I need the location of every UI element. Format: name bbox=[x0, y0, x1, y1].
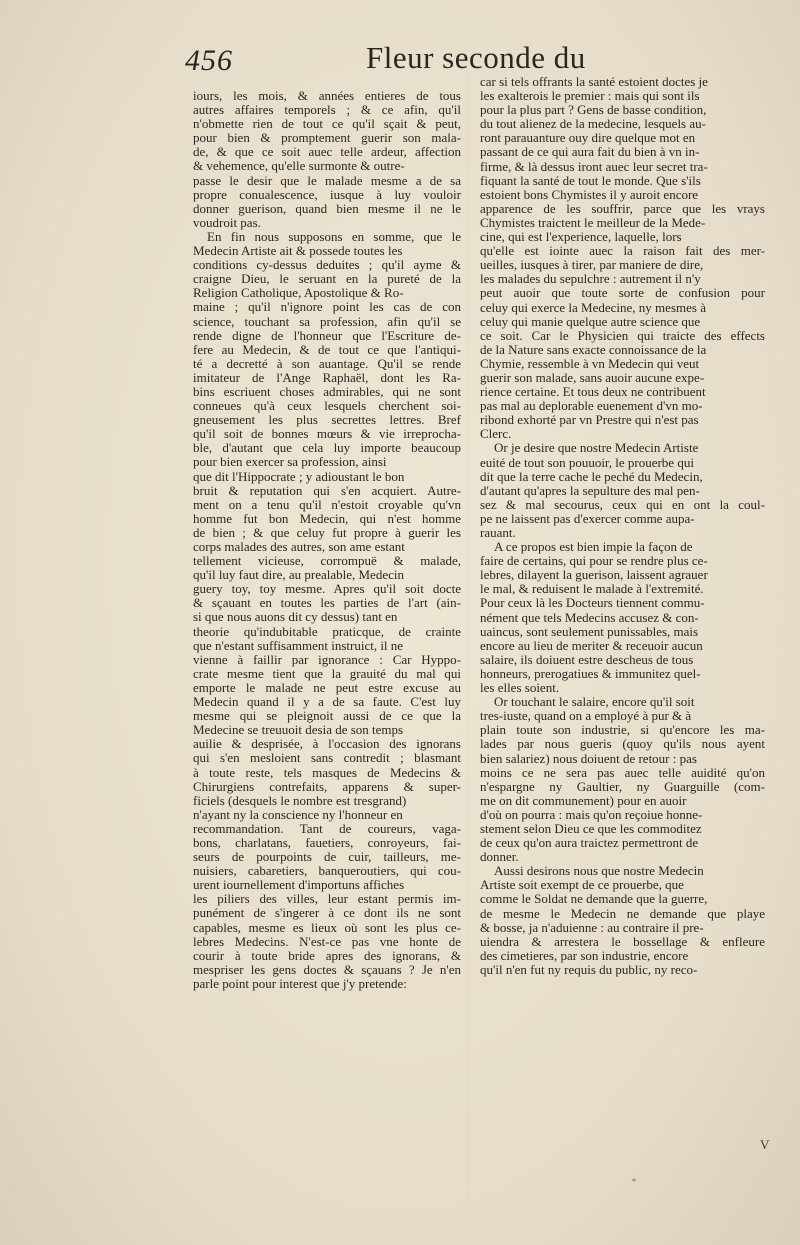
text-line: les malades du sepulchre : autrement il n'y bbox=[480, 272, 701, 287]
text-line: craigne Dieu, le seruant en la pureté de la bbox=[193, 272, 461, 287]
text-line: maine ; qu'il n'ignore point les cas de con bbox=[193, 300, 461, 315]
text-line: gneusement les plus secrettes lettres. Bref bbox=[193, 413, 461, 428]
text-line: ce soit. Car le Physicien qui traicte des effects bbox=[480, 328, 765, 343]
text-line: guery toy, toy mesme. Apres qu'il soit docte bbox=[193, 582, 461, 597]
text-line: apparence de les souffrir, parce que les vrays bbox=[480, 201, 765, 216]
text-line: En fin nous supposons en somme, que le bbox=[207, 229, 461, 244]
text-line: nément que tels Medecins accusez & con- bbox=[480, 610, 699, 625]
text-line: ront parauanture ouy dire quelque mot en bbox=[480, 131, 696, 146]
text-line: emporte le malade ne peut estre excuse au bbox=[193, 680, 461, 695]
text-line: lebres, dilayent la guerison, laissent agrauer bbox=[480, 568, 708, 583]
text-line: qu'il luy faut dire, au prealable, Medecin bbox=[193, 568, 404, 583]
text-line: des cimetieres, par son industrie, encore bbox=[480, 948, 689, 963]
text-line: qui s'en mesloient sans contredit ; blasmant bbox=[193, 751, 461, 766]
text-line: pe ne laissent pas d'exercer comme aupa- bbox=[480, 511, 695, 526]
text-line: d'autant qu'apres la sepulture des mal pen- bbox=[480, 483, 700, 498]
text-line: uiendra & arrestera le bossellage & enfleure bbox=[480, 934, 765, 949]
text-line: de, & que ce soit auec telle ardeur, affection bbox=[193, 145, 461, 160]
text-line: que n'estant suffisamment instruict, il ne bbox=[193, 638, 404, 653]
text-line: ficiels (desquels le nombre est tresgrand) bbox=[193, 793, 407, 808]
text-line: Pour ceux là les Docteurs tiennent commu- bbox=[480, 596, 705, 611]
text-line: de mesme le Medecin ne demande que playe bbox=[480, 906, 765, 921]
left-text-column bbox=[193, 89, 461, 991]
text-line: Clerc. bbox=[480, 427, 512, 442]
right-text-column bbox=[480, 75, 765, 977]
text-line: donner. bbox=[480, 850, 519, 865]
text-line: ble, d'autant que cela luy importe beaucoup bbox=[193, 441, 461, 456]
text-line: propre conualescence, iusque à luy vouloir bbox=[193, 187, 461, 202]
text-line: A ce propos est bien impie la façon de bbox=[494, 540, 693, 555]
text-line: té a decretté à son auantage. Qu'il se rende bbox=[193, 356, 461, 371]
text-line: bins escriuent choses admirables, qui ne sont bbox=[193, 384, 461, 399]
text-line: n'obmette rien de tout ce qu'il sçait & peut, bbox=[193, 117, 461, 132]
text-line: me on dit communement) pour en auoir bbox=[480, 793, 687, 808]
text-line: peut auoir que toute sorte de confusion pour bbox=[480, 286, 765, 301]
text-line: vienne à faillir par ignorance : Car Hyppo- bbox=[193, 652, 461, 667]
running-head: Fleur seconde du bbox=[366, 40, 586, 75]
text-line: de bien ; & que celuy fut propre à guerir les bbox=[193, 525, 461, 540]
text-line: d'où on pourra : mais qu'on reçoiue honne- bbox=[480, 807, 703, 822]
text-line: parle point pour interest que j'y pretende: bbox=[193, 976, 407, 991]
text-line: les elles soient. bbox=[480, 681, 560, 696]
text-line: rience certaine. Et tous deux ne contribuent bbox=[480, 385, 706, 400]
text-line: pour bien & promptement guerir son mala- bbox=[193, 131, 461, 146]
text-line: guerir son malade, sans auoir aucune expe- bbox=[480, 370, 705, 385]
text-line: firme, & là dessus iront auec leur secret tra- bbox=[480, 159, 708, 174]
text-line: Or touchant le salaire, encore qu'il soit bbox=[494, 695, 695, 710]
text-line: honneurs, prerogatiues & immunitez quel- bbox=[480, 666, 701, 681]
signature-mark: V bbox=[760, 1137, 770, 1152]
text-line: Aussi desirons nous que nostre Medecin bbox=[494, 864, 704, 879]
text-line: recommandation. Tant de coureurs, vaga- bbox=[193, 821, 461, 836]
text-line: conditions cy-dessus deduites ; qu'il ayme & bbox=[193, 258, 461, 273]
stray-ink-mark: " bbox=[632, 1178, 637, 1189]
text-line: du tout alienez de la medecine, lesquels au- bbox=[480, 117, 706, 132]
text-line: & bosse, ja n'aduienne : au contraire il pre- bbox=[480, 920, 704, 935]
text-line: Chymistes traictent le meilleur de la Mede- bbox=[480, 215, 706, 230]
text-line: ribond exhorté par vn Prestre qui n'est pas bbox=[480, 413, 699, 428]
text-line: à toute reste, tels masques de Medecins & bbox=[193, 765, 461, 780]
text-line: celuy qui manie quelque autre science que bbox=[480, 314, 701, 329]
text-line: passe le desir que le malade mesme a de sa bbox=[193, 173, 461, 188]
text-line: capables, mesme es lieux où sont les plus ce- bbox=[193, 920, 461, 935]
text-line: Medecin quand il y a de sa faute. C'est luy bbox=[193, 695, 461, 710]
text-line: pour bien exercer sa profession, ainsi bbox=[193, 455, 387, 470]
text-line: uaincus, sont seulement punissables, mais bbox=[480, 624, 699, 639]
text-line: les piliers des villes, leur estant permis im- bbox=[193, 892, 461, 907]
text-line: qu'elle est iointe auec la raison fait des mer- bbox=[480, 244, 765, 259]
text-line: ueilles, iusques à tirer, par maniere de dire, bbox=[480, 258, 704, 273]
column-gutter bbox=[467, 70, 468, 1200]
text-line: n'espargne ny Gaultier, ny Guarguille (com- bbox=[480, 779, 765, 794]
text-line: Artiste soit exempt de ce prouerbe, que bbox=[480, 878, 684, 893]
text-line: Medecin Artiste ait & possede toutes les bbox=[193, 244, 403, 259]
text-line: qu'il soit de bonnes mœurs & vie irreprocha- bbox=[193, 427, 461, 442]
text-line: Chymie, ressemble à vn Medecin qui veut bbox=[480, 356, 700, 371]
text-line: de la Nature sans exacte connoissance de la bbox=[480, 342, 707, 357]
text-line: stement selon Dieu ce que les commoditez bbox=[480, 821, 702, 836]
text-line: lebres Medecins. N'est-ce pas vne honte de bbox=[193, 934, 461, 949]
text-line: & vehemence, qu'elle surmonte & outre- bbox=[193, 159, 405, 174]
text-line: Chirurgiens contrefaits, apparens & super- bbox=[193, 779, 461, 794]
text-line: tellement vicieuse, corrompuë & malade, bbox=[193, 554, 461, 569]
text-line: cine, qui est l'experience, laquelle, lors bbox=[480, 230, 682, 245]
text-line: auilie & desprisée, à l'occasion des ignorans bbox=[193, 737, 461, 752]
text-line: de ceux qu'on aura traictez permettront de bbox=[480, 836, 699, 851]
text-line: les exalterois le premier : mais qui sont ils bbox=[480, 89, 700, 104]
text-line: tres-iuste, quand on a employé à pur & à bbox=[480, 709, 692, 724]
text-line: corps malades des autres, son ame estant bbox=[193, 540, 405, 554]
text-line: voudroit pas. bbox=[193, 215, 261, 230]
text-line: plain toute son industrie, si qu'encore les ma- bbox=[480, 723, 765, 738]
text-line: fiquant la santé de tout le monde. Que s'ils bbox=[480, 173, 701, 188]
text-line: moins ce ne sera pas auec telle auidité qu'on bbox=[480, 765, 765, 780]
text-line: comme le Soldat ne demande que la guerre, bbox=[480, 892, 708, 907]
text-line: rende digne de l'honneur que l'Escriture de- bbox=[193, 328, 461, 343]
text-line: imitateur de l'Ange Raphaël, dont les Ra- bbox=[193, 370, 461, 385]
text-line: euité de tout son pouuoir, le prouerbe qui bbox=[480, 455, 694, 470]
text-line: conneues qu'à ceux lesquels cherchent soi- bbox=[193, 399, 461, 414]
text-line: sez & mal secourus, ceux qui en ont la coul- bbox=[480, 497, 765, 512]
text-line: dit que la terre cache le peché du Medecin, bbox=[480, 469, 703, 484]
text-line: iours, les mois, & années entieres de tous bbox=[193, 89, 461, 103]
text-line: courir à toute bride apres des ignorans, & bbox=[193, 948, 461, 963]
text-line: mesme qui se pleignoit aussi de ce que la bbox=[193, 709, 461, 724]
text-line: mespriser les gens doctes & sçauans ? Je n'en bbox=[193, 962, 461, 977]
text-line: theorie qu'indubitable praticque, de crainte bbox=[193, 624, 461, 639]
text-line: estoient bons Chymistes il y auroit encore bbox=[480, 187, 699, 202]
text-line: lades par nous gueris (quoy qu'ils nous ayent bbox=[480, 737, 765, 752]
text-line: Or je desire que nostre Medecin Artiste bbox=[494, 441, 699, 456]
page-number: 456 bbox=[185, 44, 233, 77]
text-line: bruit & reputation qui s'en acquiert. Autre- bbox=[193, 483, 461, 498]
text-line: donner guerison, quand bien mesme il ne le bbox=[193, 201, 461, 216]
text-line: science, touchant sa profession, afin qu'il se bbox=[193, 314, 461, 329]
text-line: punément de s'ingerer à ce dont ils ne sont bbox=[193, 906, 461, 921]
text-line: bien salariez) nous doiuent de retour : pas bbox=[480, 751, 697, 766]
text-line: passant de ce qui aura fait du bien à vn in- bbox=[480, 145, 700, 160]
text-line: encore au lieu de meriter & receuoir aucun bbox=[480, 638, 703, 653]
text-line: pas mal au deplorable euenement d'vn mo- bbox=[480, 399, 703, 414]
text-line: seurs de pourpoints de cuir, tailleurs, me- bbox=[193, 850, 461, 865]
text-line: bons, charlatans, fauetiers, conroyeurs, fai- bbox=[193, 835, 461, 850]
text-line: Religion Catholique, Apostolique & Ro- bbox=[193, 286, 404, 301]
text-line: & sçauant en toutes les parties de l'art (ain- bbox=[193, 596, 461, 611]
text-line: si que nous auons dit cy dessus) tant en bbox=[193, 610, 398, 625]
text-line: rauant. bbox=[480, 526, 516, 540]
text-line: autres affaires temporels ; & ce afin, qu'il bbox=[193, 103, 461, 118]
text-line: salaire, ils doiuent estre descheus de tous bbox=[480, 652, 694, 667]
text-line: homme fut bon Medecin, qui n'est homme bbox=[193, 511, 461, 526]
text-line: nuisiers, cabaretiers, banqueroutiers, qui cou- bbox=[193, 864, 461, 879]
text-line: le mal, & reduisent le malade à l'extremité. bbox=[480, 582, 704, 597]
text-line: que dit l'Hippocrate ; y adioustant le bon bbox=[193, 469, 405, 484]
text-line: urent iournellement d'importuns affiches bbox=[193, 878, 405, 893]
text-line: Medecine se treuuoit desia de son temps bbox=[193, 723, 404, 738]
text-line: car si tels offrants la santé estoient doctes je bbox=[480, 75, 708, 89]
text-line: crate mesme tient que la grauité du mal qui bbox=[193, 666, 461, 681]
text-line: fere au Medecin, & de tout ce que l'antiqui- bbox=[193, 342, 461, 357]
text-line: celuy qui exerce la Medecine, ny mesmes à bbox=[480, 300, 706, 315]
text-line: pour la plus part ? Gens de basse condition, bbox=[480, 103, 707, 118]
text-line: n'ayant ny la conscience ny l'honneur en bbox=[193, 807, 403, 822]
text-line: qu'il n'en fut ny requis du public, ny reco- bbox=[480, 962, 698, 977]
text-line: faire de certains, qui pour se rendre plus ce- bbox=[480, 554, 708, 569]
text-line: ment on a tenu qu'il n'estoit croyable qu'vn bbox=[193, 497, 461, 512]
